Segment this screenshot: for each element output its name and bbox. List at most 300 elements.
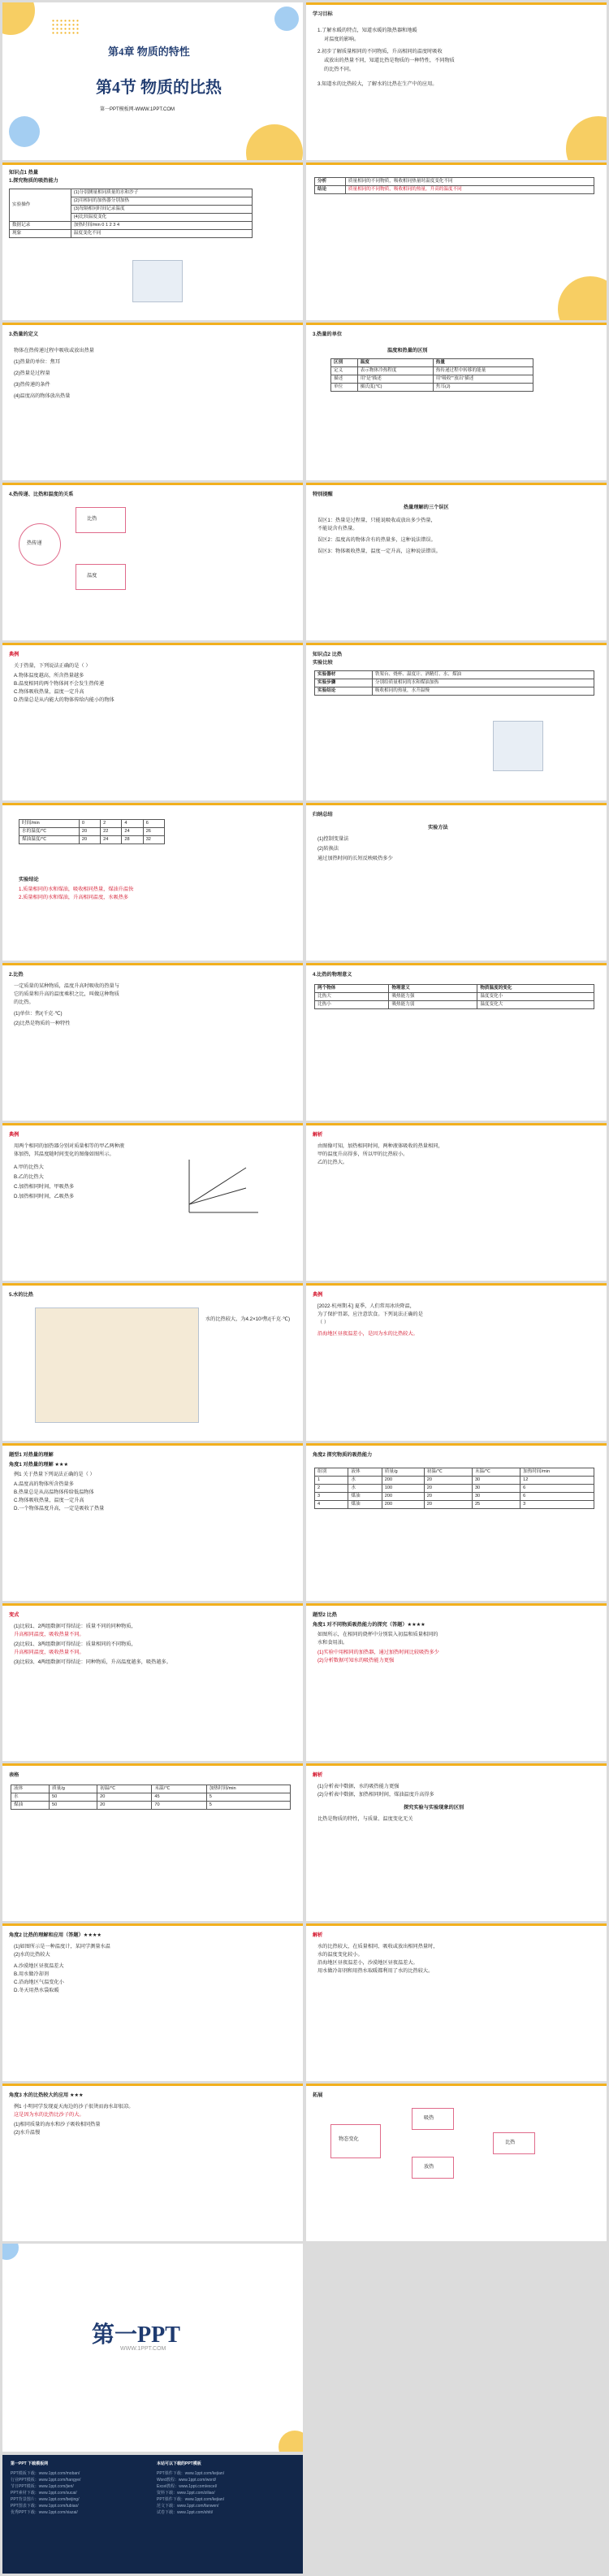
decor-circle: [9, 116, 40, 147]
slide-24-analysis: [306, 1763, 607, 1921]
header-bar: [2, 1603, 303, 1606]
table-cell: 实验操作: [10, 189, 71, 222]
table-header: 质量/g: [50, 1785, 97, 1793]
apparatus-image: [493, 721, 543, 771]
text-line: 沿海地区昼夜温差小，沙漠地区昼夜温差大。: [317, 1960, 418, 1966]
text-line: (1)相同质量的海水和沙子吸收相同热量: [14, 2122, 101, 2127]
option-c: C.物体吸收热量，温度一定升高: [14, 689, 84, 695]
decor-circle: [274, 7, 299, 31]
question-text: 例1 关于热量下列说法正确的是（ ）: [14, 1472, 95, 1477]
table-cell: 3: [315, 1493, 348, 1501]
slide-14-meaning: [306, 963, 607, 1121]
table-cell: 1: [315, 1477, 348, 1485]
option-b: B.用水做冷却剂: [14, 1971, 49, 1977]
goal-line: 对温度的影响。: [324, 37, 360, 42]
conclusion-line: 1.质量相同的水和煤油，吸收相同热量，煤油升温快: [19, 887, 134, 892]
slide-heading: 变式: [9, 1612, 19, 1618]
question-text: 关于热量，下列说法正确的是（ ）: [14, 663, 91, 669]
header-bar: [306, 2, 607, 5]
table-cell: (1)分别测量相同质量的水和沙子: [71, 189, 252, 197]
slide-15-example: [2, 1123, 303, 1281]
table-header: 物质温度的变化: [477, 985, 594, 993]
header-bar: [2, 1443, 303, 1446]
sub-heading: 探究实验与实验现象的区别: [404, 1805, 464, 1811]
table-cell: 铁架台、烧杯、温度计、酒精灯、水、煤油: [372, 671, 594, 679]
footer-link[interactable]: Excel教程：www.1ppt.com/excel/: [157, 2484, 218, 2489]
table-header: 质量/g: [382, 1468, 424, 1477]
table-cell: 4: [315, 1501, 348, 1509]
table-cell: 煤油: [11, 1802, 50, 1810]
table-cell: 水: [348, 1485, 382, 1493]
table-title: 温度和热量的区别: [387, 348, 428, 353]
chapter-title: 第4章 物质的特性: [108, 46, 190, 58]
goal-line: 2.初步了解质量相同的不同物质，升高相同的温度时吸收: [317, 49, 443, 54]
slide-23-table: [2, 1763, 303, 1921]
slide-25-angle2: [2, 1923, 303, 2081]
slide-heading: 归纳总结: [313, 812, 333, 817]
decor-circle: [2, 2, 35, 35]
table-cell: 0: [79, 820, 100, 828]
table-cell: 24: [101, 836, 122, 844]
slide-heading: 拓展: [313, 2092, 323, 2098]
table-cell: 20: [424, 1501, 472, 1509]
option-d: D.冬天用热水袋取暖: [14, 1988, 59, 1993]
analysis-table: [314, 177, 594, 194]
table-cell: 70: [152, 1802, 206, 1810]
table-cell: 质量相同的不同物质，吸收相同的热量，升高的温度不同: [345, 186, 594, 194]
footer-link[interactable]: Word教程：www.1ppt.com/word/: [157, 2478, 216, 2483]
sub-heading: 角度1 对热量的理解 ★★★: [9, 1462, 69, 1468]
slide-21-variant: [2, 1603, 303, 1761]
footer-title: 第一PPT 下载模板网: [11, 2461, 49, 2466]
slide-10-specific-heat: [306, 643, 607, 800]
slide-heading: 3.热量的单位: [313, 332, 343, 337]
footer-link[interactable]: 节日PPT模板：www.1ppt.com/jieri/: [11, 2484, 74, 2489]
table-cell: (4)比较温度变化: [71, 214, 252, 222]
table-header: 区别: [331, 359, 358, 367]
table-cell: 20: [97, 1802, 152, 1810]
experiment-table: [314, 670, 594, 696]
footer-link[interactable]: PPT素材下载：www.1ppt.com/sucai/: [11, 2491, 77, 2496]
slide-heading: 题型2 比热: [313, 1612, 337, 1618]
slide-2-goals: [306, 2, 607, 160]
slide-heading: 解析: [313, 1932, 323, 1938]
text-line: 水和食用油。: [317, 1640, 348, 1646]
slide-22-type2: [306, 1603, 607, 1761]
slide-28-extension: [306, 2084, 607, 2241]
data-table: [19, 819, 165, 844]
option-d: D.加热相同时间，乙吸热多: [14, 1194, 75, 1199]
slide-7-relation: [2, 483, 303, 640]
slide-heading: 学习目标: [313, 11, 333, 17]
text-line: (2)比较1、3两组数据可得结论：质量相同的不同物质，: [14, 1641, 136, 1647]
table-cell: 热传递过程中转移的能量: [433, 367, 533, 375]
table-cell: 温度变化小: [477, 993, 594, 1001]
table-cell: 6: [520, 1493, 594, 1501]
table-cell: 温度变化不同: [71, 230, 252, 238]
table-cell: 水的温度/℃: [19, 828, 80, 836]
table-header: 两个物体: [315, 985, 389, 993]
node-label: 比热: [87, 516, 97, 522]
slide-9-example: [2, 643, 303, 800]
concept-label: 吸热: [424, 2115, 434, 2121]
concept-label: 比热: [505, 2140, 516, 2145]
footer-panel: [2, 2455, 303, 2574]
goal-line: 1.了解水暖的特点，知道水暖的散热器和地暖: [317, 28, 417, 33]
table-cell: 吸收相同的热量，水升温慢: [372, 687, 594, 696]
header-bar: [2, 163, 303, 165]
text-line: 甲的温度升高得多，所以甲的比热较小。: [317, 1151, 408, 1157]
text-line: 例1 小明同学发现夏天海边的沙子很烫而海水却很凉。: [14, 2104, 134, 2110]
slide-19-type1: [2, 1443, 303, 1601]
table-cell: 加热时间/min 0 1 2 3 4: [71, 222, 252, 230]
header-bar: [2, 803, 303, 805]
slide-heading: 表格: [9, 1772, 19, 1778]
text-line: （ ）: [317, 1320, 330, 1325]
table-cell: 22: [101, 828, 122, 836]
slide-heading: 3.热量的定义: [9, 332, 39, 337]
header-bar: [306, 1923, 607, 1926]
option-a: A.温度高的物体所含热量多: [14, 1481, 74, 1487]
conclusion-line: 2.质量相同的水和煤油，升高相同温度，水吸热多: [19, 895, 129, 900]
table-cell: 时间/min: [19, 820, 80, 828]
slide-13-specific-heat-def: [2, 963, 303, 1121]
section-title: 第4节 物质的比热: [96, 79, 222, 97]
table-header: 温度: [357, 359, 433, 367]
header-bar: [306, 1443, 607, 1446]
slide-26-analysis: [306, 1923, 607, 2081]
goal-line: 或放出的热量不同，知道比热是物质的一种特性，不同物质: [324, 58, 455, 63]
header-bar: [306, 1603, 607, 1606]
temperature-graph: [181, 1156, 262, 1221]
table-cell: 12: [520, 1477, 594, 1485]
option-d: D.热量总是从内能大的物体传给内能小的物体: [14, 697, 114, 703]
slide-3-knowledge: [2, 163, 303, 320]
data-table: [314, 1468, 594, 1509]
table-cell: 描述: [331, 375, 358, 384]
text-line: (1)比较1、2两组数据可得结论：质量不同的同种物质，: [14, 1624, 136, 1629]
table-cell: 20: [424, 1485, 472, 1493]
experiment-image: [132, 260, 183, 302]
option-a: A.物体温度越高，所含热量越多: [14, 673, 84, 679]
text-line: (2)水升温慢: [14, 2130, 41, 2136]
table-cell: 20: [424, 1477, 472, 1485]
table-cell: 比热小: [315, 1001, 389, 1009]
option-b: B.热量总是从高温物体传给低温物体: [14, 1490, 94, 1495]
table-cell: 分别给质量相同的水和煤油加热: [372, 679, 594, 687]
question-text: 用两个相同的加热器分别对质量相等的甲乙两种液: [14, 1143, 125, 1149]
slide-heading: 典例: [9, 1132, 19, 1138]
text-line: [2022·杭州期末] 夏季，人们常用冰块降温，: [317, 1303, 415, 1309]
table-cell: 5: [206, 1802, 290, 1810]
line-b: [189, 1188, 246, 1204]
table-cell: 单位: [331, 384, 358, 392]
table-cell: 水: [11, 1793, 50, 1802]
text-line: (2)水的比热较大: [14, 1952, 50, 1958]
text-line: (3)热传递的条件: [14, 382, 50, 388]
table-cell: 50: [50, 1802, 97, 1810]
text-line: 误区3：物体吸收热量，温度一定升高，这种说法错误。: [317, 549, 441, 554]
data-table: [11, 1785, 291, 1810]
slide-heading: 角度3 水的比热较大的应用 ★★★: [9, 2092, 84, 2098]
text-line: (2)比热是物质的一种特性: [14, 1021, 71, 1026]
option-b: B.温度相同的两个物体间不会发生热传递: [14, 681, 105, 687]
box-node: [76, 564, 126, 590]
decor-circle: [279, 2431, 303, 2452]
table-cell: 温度变化大: [477, 1001, 594, 1009]
text-line: 如图所示，在相同的烧杯中分别装入初温和质量相同的: [317, 1632, 438, 1637]
water-illustration: [35, 1308, 199, 1423]
site-url: WWW.1PPT.COM: [120, 2346, 166, 2352]
table-cell: 50: [50, 1793, 97, 1802]
slide-29-logo: [2, 2244, 303, 2452]
slide-heading: 知识点2 比热: [313, 652, 343, 657]
table-cell: 吸热能力弱: [389, 1001, 477, 1009]
table-cell: 摄氏度(℃): [357, 384, 433, 392]
option-c: C.加热相同时间，甲吸热多: [14, 1184, 75, 1190]
slide-heading: 解析: [313, 1772, 323, 1778]
table-cell: 45: [152, 1793, 206, 1802]
text-line: (2)分析数据可知水的吸热能力更强: [317, 1658, 395, 1663]
header-bar: [2, 1923, 303, 1926]
table-cell: 比热大: [315, 993, 389, 1001]
footer-link[interactable]: PPT课件下载：www.1ppt.com/kejian/: [157, 2471, 225, 2476]
header-bar: [306, 483, 607, 485]
slide-heading: 知识点1 热量: [9, 170, 39, 176]
table-cell: 6: [143, 820, 164, 828]
slide-16-analysis: [306, 1123, 607, 1281]
table-cell: 2: [315, 1485, 348, 1493]
header-bar: [2, 1283, 303, 1286]
table-cell: 20: [424, 1493, 472, 1501]
slide-heading: 角度2 比热的理解和应用（答题）★★★★: [9, 1932, 102, 1938]
table-header: 加热时间/min: [206, 1785, 290, 1793]
table-cell: 200: [382, 1493, 424, 1501]
text-line: 沿海地区昼夜温差小，是因为水的比热较大。: [317, 1331, 418, 1337]
table-cell: 30: [472, 1493, 520, 1501]
sub-heading: 角度1 对不同物质吸热能力的探究（答题）★★★★: [313, 1622, 425, 1628]
slide-18-example: [306, 1283, 607, 1441]
node-label: 热传递: [27, 540, 42, 546]
slide-heading: 解析: [313, 1132, 323, 1138]
text-line: 比热是物质的特性，与质量、温度变化无关: [317, 1816, 413, 1822]
slide-27-angle3: [2, 2084, 303, 2241]
table-header: 液体: [348, 1468, 382, 1477]
table-header: 加热时间/min: [520, 1468, 594, 1477]
table-cell: 32: [143, 836, 164, 844]
footer-link[interactable]: 试卷下载：www.1ppt.com/shiti/: [157, 2510, 214, 2515]
comparison-table: [330, 358, 533, 392]
table-cell: 6: [520, 1485, 594, 1493]
slide-heading: 典例: [313, 1292, 323, 1298]
decor-circle: [2, 2244, 19, 2260]
slide-heading: 角度2 探究物质的吸热能力: [313, 1452, 373, 1458]
footer-link[interactable]: 优秀PPT下载：www.1ppt.com/xiazai/: [11, 2510, 78, 2515]
table-cell: 表示物体冷热程度: [357, 367, 433, 375]
table-cell: 定义: [331, 367, 358, 375]
decor-circle: [566, 116, 607, 160]
header-bar: [2, 1123, 303, 1125]
text-line: (1)实验中用相同的加热器，通过加热时间比较吸热多少: [317, 1650, 439, 1655]
header-bar: [306, 323, 607, 325]
slide-heading: 2.比热: [9, 972, 24, 978]
table-cell: 30: [472, 1477, 520, 1485]
site-label: 第一PPT模板网-WWW.1PPT.COM: [100, 107, 175, 112]
table-cell: 26: [143, 828, 164, 836]
table-cell: 25: [472, 1501, 520, 1509]
conclusion-heading: 实验结论: [19, 877, 39, 883]
table-header: 物理意义: [389, 985, 477, 993]
header-bar: [306, 963, 607, 965]
table-cell: 分析: [315, 178, 346, 186]
question-text: 体加热，其温度随时间变化的图像如图所示。: [14, 1151, 114, 1157]
slide-heading: 5.水的比热: [9, 1292, 33, 1298]
text-line: 通过加热时间的长短反映吸热多少: [317, 856, 393, 861]
table-cell: 3: [520, 1501, 594, 1509]
table-cell: 实验器材: [315, 671, 373, 679]
node-label: 温度: [87, 573, 97, 579]
sub-heading: 实验方法: [428, 825, 448, 830]
table-cell: 200: [382, 1477, 424, 1485]
header-bar: [2, 1763, 303, 1766]
experiment-table: [9, 189, 253, 238]
table-cell: 5: [206, 1793, 290, 1802]
text-line: 它的质量和升高的温度乘积之比，叫做这种物质: [14, 991, 119, 997]
text-line: 误区2：温度高的物体含有的热量多，这种说法错误。: [317, 537, 436, 543]
footer-link[interactable]: PPT课件下载：www.1ppt.com/kejian/: [157, 2497, 225, 2502]
table-cell: 用“是”描述: [357, 375, 433, 384]
header-bar: [306, 1763, 607, 1766]
table-cell: 水: [348, 1477, 382, 1485]
header-bar: [306, 643, 607, 645]
text-line: 水的温度变化较小。: [317, 1952, 363, 1958]
slide-20-explore: [306, 1443, 607, 1601]
header-bar: [2, 483, 303, 485]
table-cell: 煤油温度/℃: [19, 836, 80, 844]
table-cell: 200: [382, 1501, 424, 1509]
goal-line: 3.知道水的比热较大，了解水的比热在生产中的应用。: [317, 81, 438, 87]
header-bar: [306, 1283, 607, 1286]
slide-11-data: [2, 803, 303, 961]
text-line: (1)如图所示是一种温度计，某同学测量水温: [14, 1944, 110, 1949]
brand-logo: 第一PPT: [92, 2322, 180, 2348]
table-cell: 结论: [315, 186, 346, 194]
table-cell: 用“吸收”“放出”描述: [433, 375, 533, 384]
text-line: (1)单位：焦/(千克·℃): [14, 1011, 63, 1017]
header-bar: [306, 1123, 607, 1125]
text-line: 水的比热较大，为4.2×10³焦/(千克·℃): [205, 1316, 291, 1322]
meaning-table: [314, 984, 594, 1009]
header-bar: [2, 963, 303, 965]
slide-8-reminder: [306, 483, 607, 640]
footer-link[interactable]: 行业PPT模板：www.1ppt.com/hangye/: [11, 2478, 81, 2483]
table-header: 末温/℃: [152, 1785, 206, 1793]
header-bar: [2, 323, 303, 325]
slide-heading: 典例: [9, 652, 19, 657]
text-line: 水的比热较大，在质量相同、吸收或放出相同热量时，: [317, 1944, 438, 1949]
table-cell: 数据记录: [10, 222, 71, 230]
header-bar: [2, 2084, 303, 2086]
line-a: [189, 1168, 246, 1204]
table-header: 液体: [11, 1785, 50, 1793]
header-bar: [306, 803, 607, 805]
option-c: C.物体吸收热量，温度一定升高: [14, 1498, 84, 1503]
table-header: 热量: [433, 359, 533, 367]
header-bar: [306, 163, 607, 165]
sub-heading: 1.探究物质的吸热能力: [9, 178, 58, 184]
footer-link[interactable]: PPT背景图片：www.1ppt.com/beijing/: [11, 2497, 80, 2502]
table-cell: 20: [97, 1793, 152, 1802]
table-cell: 吸热能力强: [389, 993, 477, 1001]
sub-heading: 实验比较: [313, 660, 333, 666]
table-cell: 煤油: [348, 1501, 382, 1509]
footer-link[interactable]: PPT模板下载：www.1ppt.com/moban/: [11, 2471, 80, 2476]
table-cell: 4: [122, 820, 143, 828]
table-cell: 实验结论: [315, 687, 373, 696]
slide-5-heat-def: [2, 323, 303, 480]
option-b: B.乙的比热大: [14, 1174, 44, 1180]
table-cell: 100: [382, 1485, 424, 1493]
slide-heading: 特别提醒: [313, 492, 333, 497]
table-cell: 24: [122, 828, 143, 836]
text-line: 不能说含有热量。: [317, 526, 358, 531]
option-a: A.沙漠地区昼夜温差大: [14, 1963, 64, 1969]
text-line: (4)温度高的物体放出热量: [14, 393, 71, 399]
table-header: 组别: [315, 1468, 348, 1477]
text-line: 由图像可知，加热相同时间，两种液体吸收的热量相同，: [317, 1143, 443, 1149]
table-header: 末温/℃: [472, 1468, 520, 1477]
text-line: 为了保护胃部，应注意饮食。下列说法正确的是: [317, 1312, 423, 1317]
footer-title: 本站可以下载的PPT模板: [157, 2461, 201, 2466]
decor-circle: [558, 276, 607, 320]
concept-label: 物态变化: [339, 2136, 359, 2142]
text-line: (1)热量的单位：焦耳: [14, 359, 61, 365]
slide-heading: 4.比热的物理意义: [313, 972, 352, 978]
text-line: (2)分析表中数据，加热相同时间，煤油温度升高得多: [317, 1792, 434, 1798]
sub-heading: 热量理解的三个误区: [404, 505, 449, 510]
table-cell: 20: [79, 836, 100, 844]
text-line: 这是因为水的比热比沙子的大。: [14, 2112, 84, 2118]
text-line: (2)转换法: [317, 846, 339, 852]
text-line: (3)比较3、4两组数据可得结论：同种物质，升高温度越多，吸热越多。: [14, 1659, 171, 1665]
footer-link[interactable]: 资料下载：www.1ppt.com/ziliao/: [157, 2491, 215, 2496]
box-node: [76, 507, 126, 533]
text-line: 升高相同温度，吸收热量不同。: [14, 1632, 84, 1637]
table-header: 初温/℃: [97, 1785, 152, 1793]
table-cell: 2: [101, 820, 122, 828]
option-d: D.一个物体温度升高，一定是吸收了热量: [14, 1506, 105, 1511]
table-cell: 现象: [10, 230, 71, 238]
table-cell: 质量相同的不同物质，吸收相同热量时温度变化不同: [345, 178, 594, 186]
goal-line: 的比热不同。: [324, 67, 355, 72]
footer-link[interactable]: 范文下载：www.1ppt.com/fanwen/: [157, 2504, 219, 2509]
table-cell: 焦耳(J): [433, 384, 533, 392]
text-line: 误区1：热量是过程量，只能说吸收或放出多少热量，: [317, 518, 436, 523]
slide-1-cover: [2, 2, 303, 160]
slide-17-water: [2, 1283, 303, 1441]
header-bar: [2, 643, 303, 645]
table-cell: 煤油: [348, 1493, 382, 1501]
concept-label: 放热: [424, 2164, 434, 2170]
text-line: 用水做冷却剂和用热水取暖都利用了水的比热较大。: [317, 1968, 434, 1974]
decor-circle: [246, 124, 303, 160]
text-line: 升高相同温度，吸收热量不同。: [14, 1650, 84, 1655]
slide-4-analysis: [306, 163, 607, 320]
slide-6-temp-vs-heat: [306, 323, 607, 480]
text-line: (1)控制变量法: [317, 836, 349, 842]
text-line: (1)分析表中数据，水的吸热能力更强: [317, 1784, 400, 1789]
footer-link[interactable]: PPT图表下载：www.1ppt.com/tubiao/: [11, 2504, 79, 2509]
